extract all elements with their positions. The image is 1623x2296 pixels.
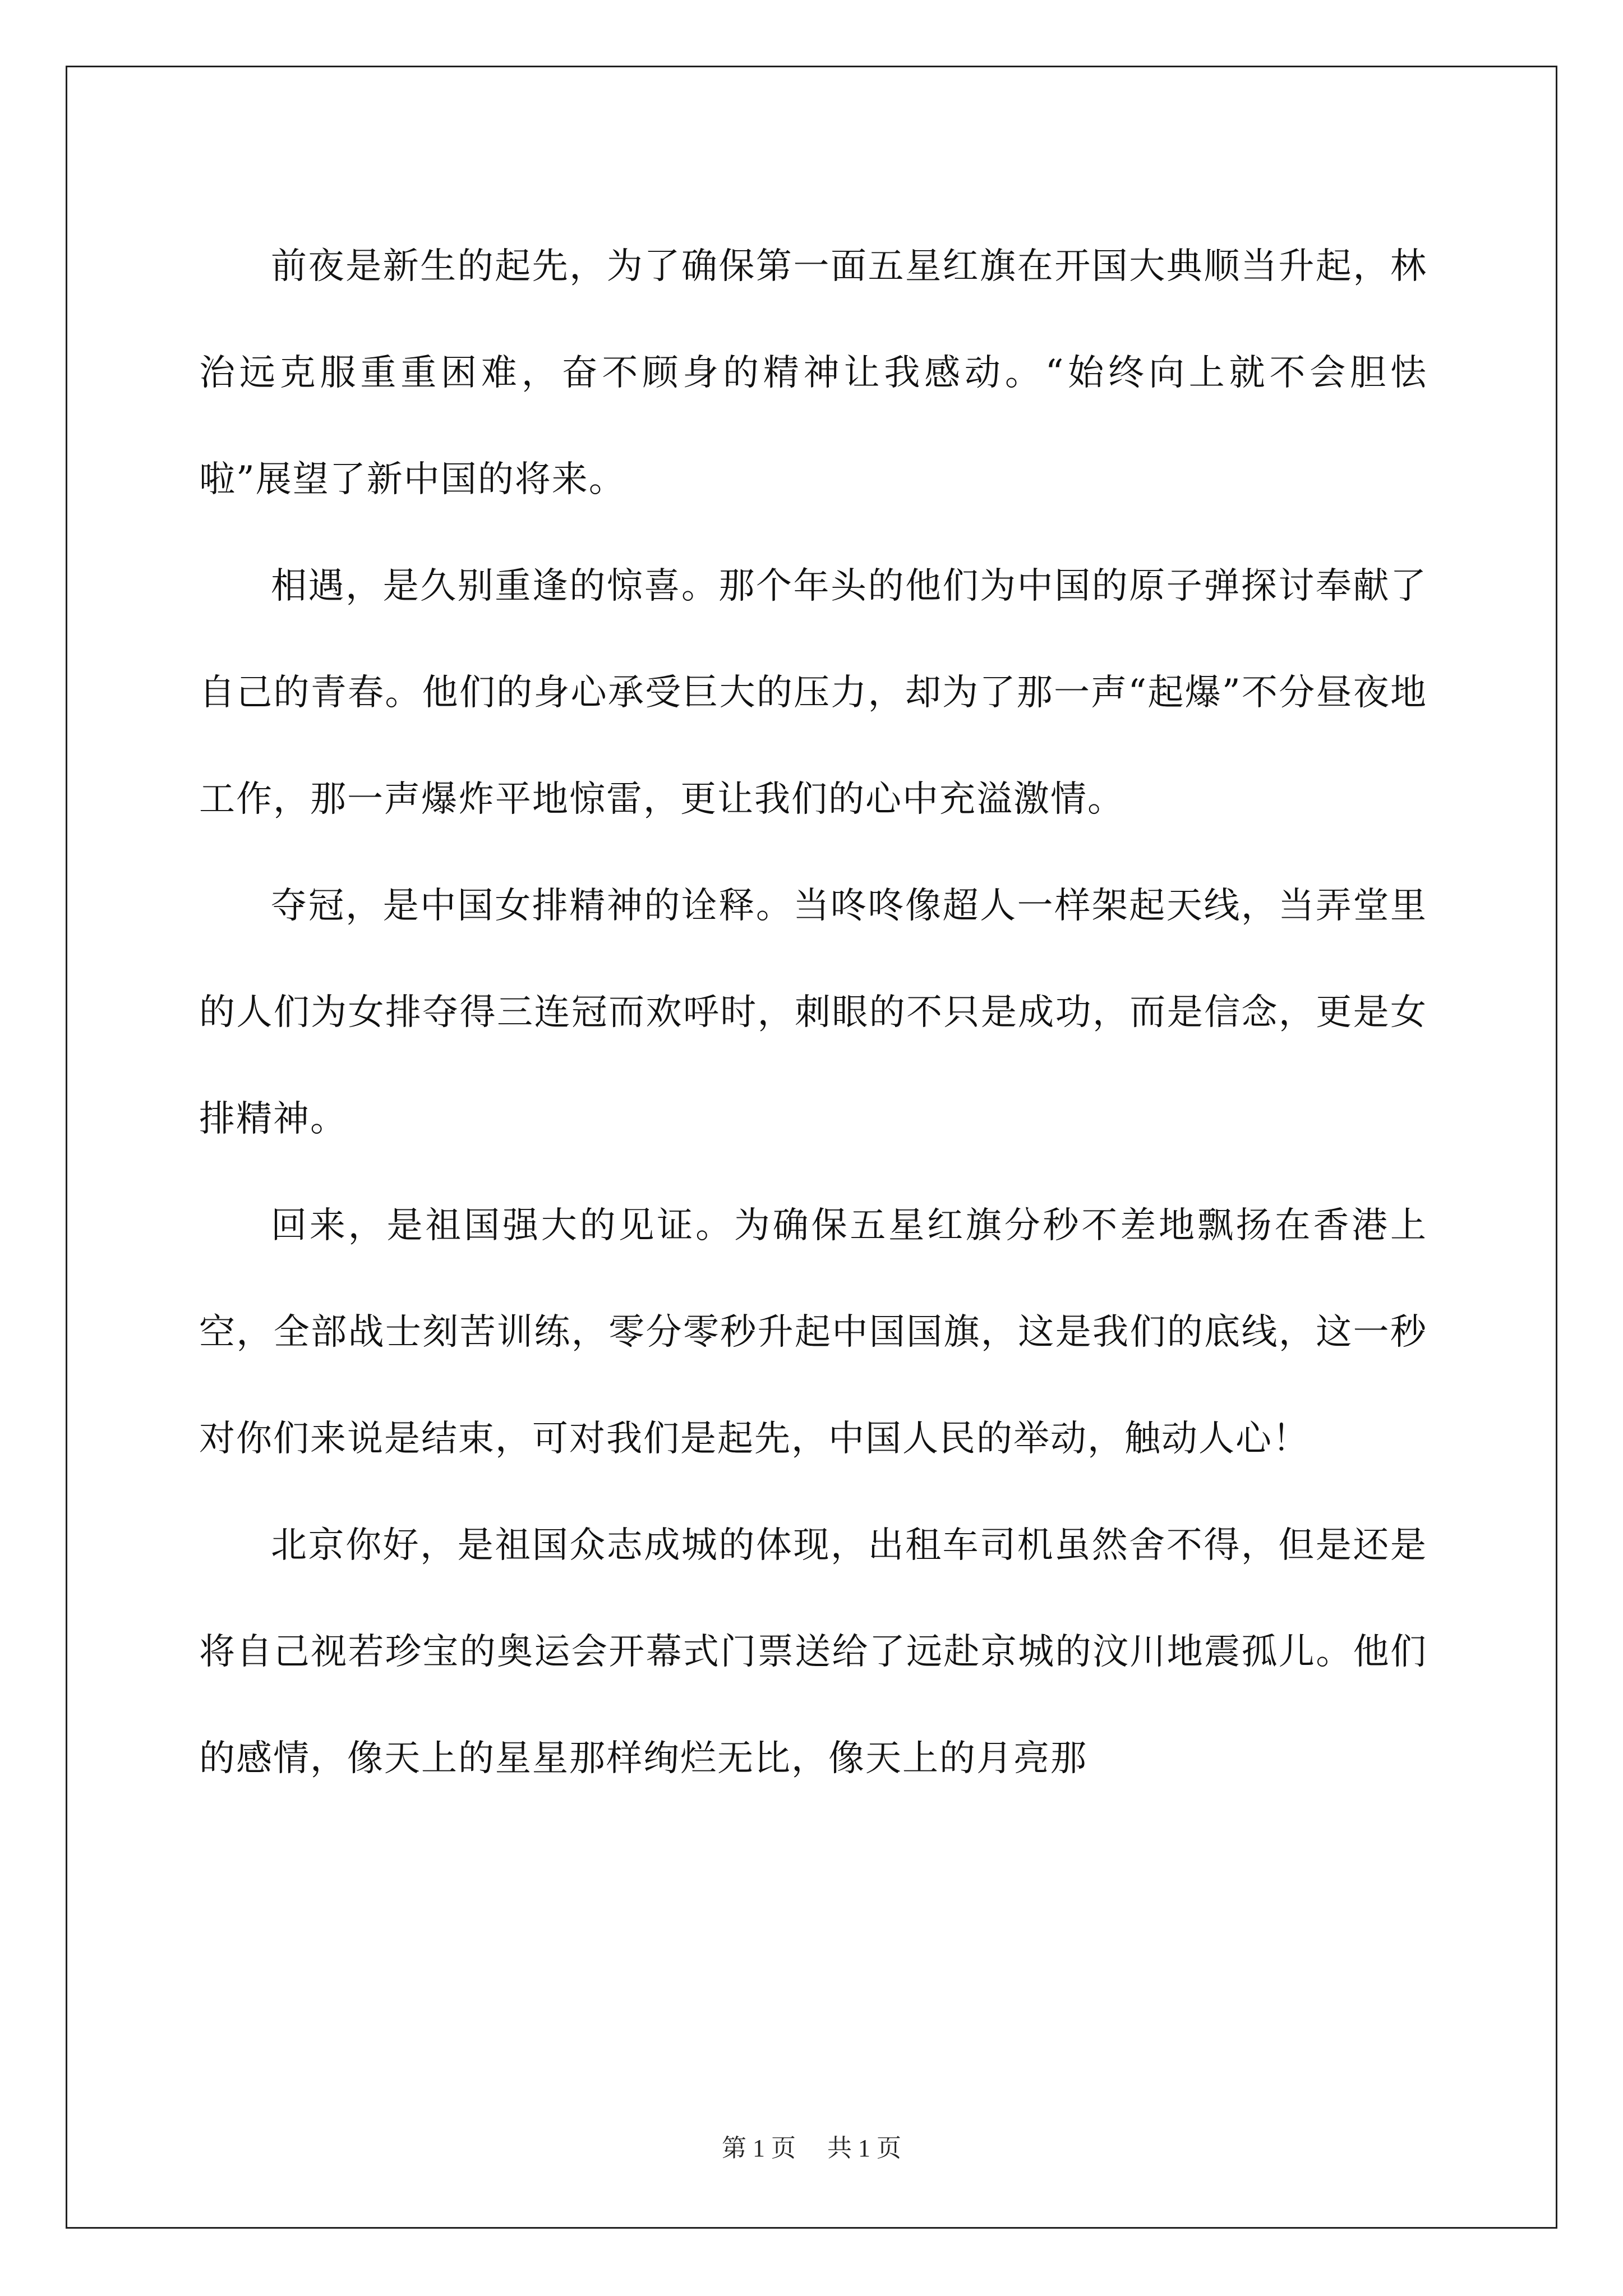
paragraph: 回来，是祖国强大的见证。为确保五星红旗分秒不差地飘扬在香港上空，全部战士刻苦训练，零分零秒升起中国国旗，这是我们的底线，这一秒对你们来说是结束，可对我们是起先，中国人民的举动，触动人心！: [199, 1205, 1427, 1460]
page-total: 共 1 页: [827, 2134, 901, 2162]
page-footer: [0, 2132, 1623, 2165]
page-number: 第 1 页: [722, 2134, 796, 2162]
paragraph: 夺冠，是中国女排精神的诠释。当咚咚像超人一样架起天线，当弄堂里的人们为女排夺得三连冠而欢呼时，刺眼的不只是成功，而是信念，更是女排精神。: [199, 885, 1427, 1140]
paragraph: 前夜是新生的起先，为了确保第一面五星红旗在开国大典顺当升起，林治远克服重重困难，奋不顾身的精神让我感动。“始终向上就不会胆怯 啦”展望了新中国的将来。: [199, 246, 1440, 500]
paragraph: 北京你好，是祖国众志成城的体现，出租车司机虽然舍不得，但是还是将自己视若珍宝的奥运会开幕式门票送给了远赴京城的汶川地震孤儿。他们的感情，像天上的星星那样绚烂无比，像天上的月亮那: [199, 1525, 1427, 1779]
document-body: [199, 213, 1440, 1812]
paragraph: 相遇，是久别重逢的惊喜。那个年头的他们为中国的原子弹探讨奉献了自己的青春。他们的身心承受巨大的压力，却为了那一声“起爆”不分昼夜地工作，那一声爆炸平地惊雷，更让我们的心中充溢激情。: [199, 565, 1427, 820]
